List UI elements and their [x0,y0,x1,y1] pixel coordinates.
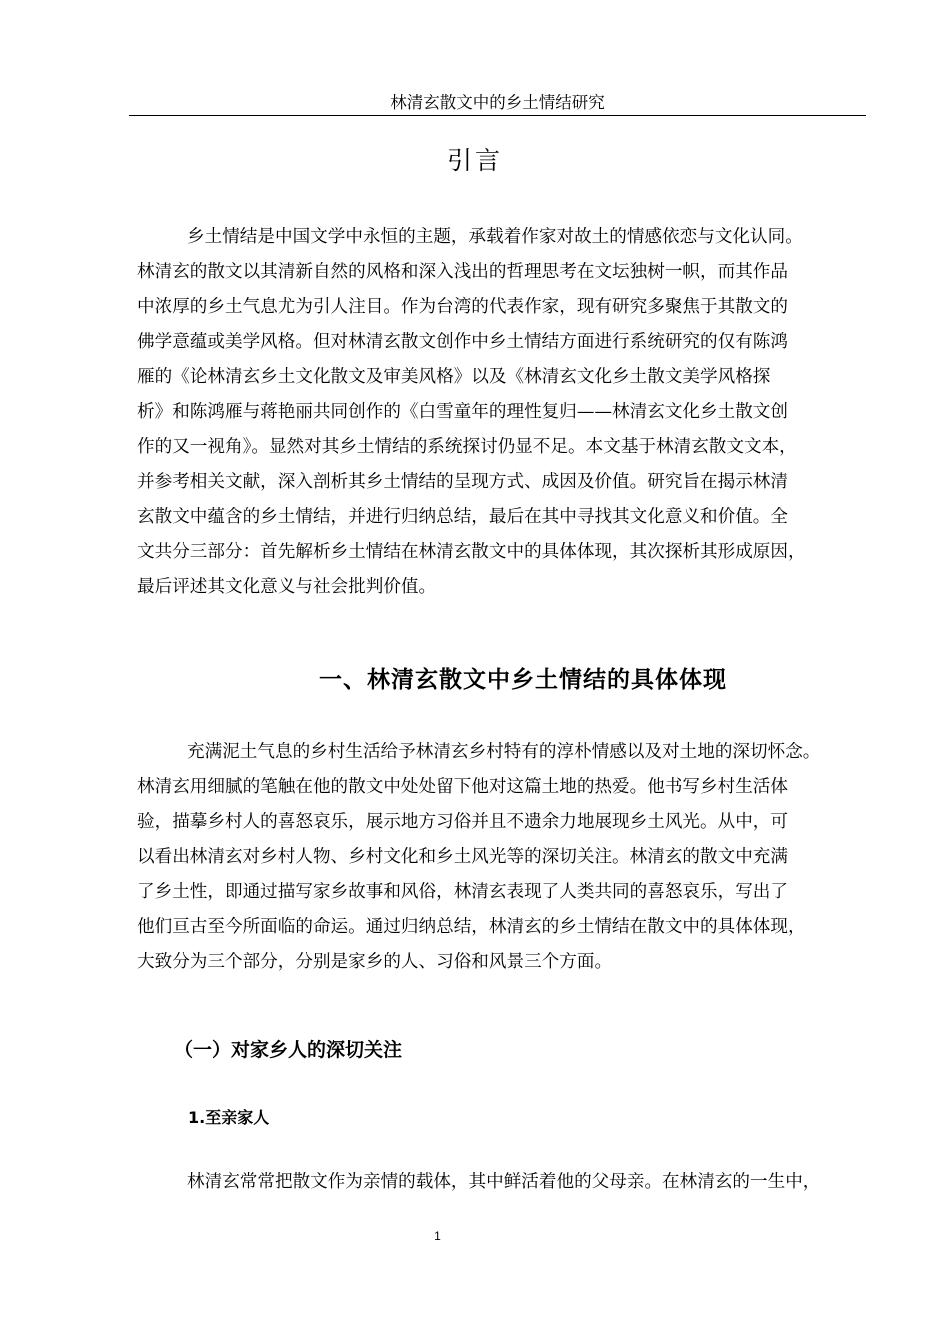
section-paragraph [137,735,861,980]
paragraph-line: 析》和陈鸿雁与蒋艳丽共同创作的《白雪童年的理性复归——林清玄文化乡土散文创 [137,402,788,422]
page-number: 1 [434,1229,441,1243]
subsection-paragraph [137,1165,861,1200]
intro-paragraph [137,220,861,605]
paragraph-line: 最后评述其文化意义与社会批判价值。 [137,577,437,597]
paragraph-line: 乡土情结是中国文学中永恒的主题，承载着作家对故土的情感依恋与文化认同。 [187,227,803,247]
paragraph-line: 并参考相关文献，深入剖析其乡土情结的呈现方式、成因及价值。研究旨在揭示林清 [137,472,788,492]
subsubsection-heading: 1.至亲家人 [188,1108,270,1127]
paragraph-line: 林清玄用细腻的笔触在他的散文中处处留下他对这篇土地的热爱。他书写乡村生活体 [137,777,788,797]
paragraph-line: 作的又一视角》。显然对其乡土情结的系统探讨仍显不足。本文基于林清玄散文文本， [137,437,797,457]
subsection-heading: （一）对家乡人的深切关注 [174,1039,403,1061]
intro-heading: 引言 [446,146,503,175]
header-rule [129,115,866,116]
paragraph-line: 雁的《论林清玄乡土文化散文及审美风格》以及《林清玄文化乡土散文美学风格探 [137,367,771,387]
paragraph-line: 文共分三部分：首先解析乡土情结在林清玄散文中的具体体现，其次探析其形成原因， [137,542,806,562]
paragraph-line: 佛学意蕴或美学风格。但对林清玄散文创作中乡土情结方面进行系统研究的仅有陈鸿 [137,332,788,352]
paragraph-line: 林清玄常常把散文作为亲情的载体，其中鲜活着他的父母亲。在林清玄的一生中， [187,1172,821,1192]
running-header-title: 林清玄散文中的乡土情结研究 [390,93,605,112]
paragraph-line: 验，描摹乡村人的喜怒哀乐，展示地方习俗并且不遗余力地展现乡土风光。从中，可 [137,812,788,832]
paragraph-line: 中浓厚的乡土气息尤为引人注目。作为台湾的代表作家，现有研究多聚焦于其散文的 [137,297,788,317]
paragraph-line: 林清玄的散文以其清新自然的风格和深入浅出的哲理思考在文坛独树一帜，而其作品 [137,262,788,282]
section-heading: 一、林清玄散文中乡土情结的具体体现 [319,667,727,693]
paragraph-line: 了乡土性，即通过描写家乡故事和风俗，林清玄表现了人类共同的喜怒哀乐，写出了 [137,882,788,902]
paragraph-line: 玄散文中蕴含的乡土情结，并进行归纳总结，最后在其中寻找其文化意义和价值。全 [137,507,788,527]
paragraph-line: 以看出林清玄对乡村人物、乡村文化和乡土风光等的深切关注。林清玄的散文中充满 [137,847,788,867]
paragraph-line: 他们亘古至今所面临的命运。通过归纳总结，林清玄的乡土情结在散文中的具体体现， [137,917,806,937]
paragraph-line: 大致分为三个部分，分别是家乡的人、习俗和风景三个方面。 [137,952,613,972]
paragraph-line: 充满泥土气息的乡村生活给予林清玄乡村特有的淳朴情感以及对土地的深切怀念。 [187,742,821,762]
